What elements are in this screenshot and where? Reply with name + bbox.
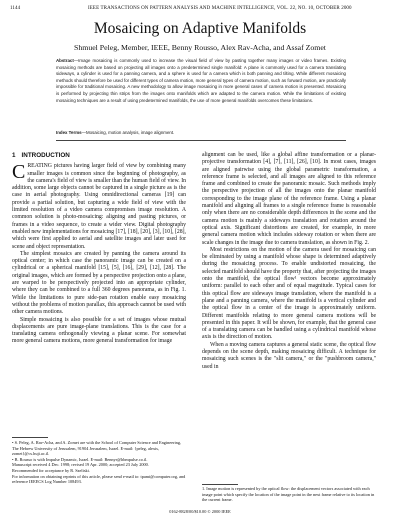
running-header bbox=[10, 6, 388, 15]
copyright-line: 0162-8828/00/$10.00 © 2000 IEEE bbox=[169, 509, 231, 514]
footnote-1: • S. Peleg, A. Rav-Acha, and A. Zomet are with the School of Computer Science and Engineering, The Hebrew University of Jerusalem, 91904 Jerusalem, Israel. E-mail: {peleg, alexis, zomet}@cs.huji.ac.il. bbox=[12, 440, 182, 457]
intro-paragraph-1-text: REATING pictures having larger field of view by combining many smaller images is common since the beginning of photography, as the camera's field of view is smaller than the human field of view. In addition, some large objects cannot be captured in a single picture as is the case in aerial photography. Using omnidirectional cameras [19] can provide a partial solution, but capturing a wide field of view with the limited resolution of a video camera compromises image resolution. A common solution is photo-mosaicing: aligning and pasting pictures, or frames in a video sequence, to create a wider view. Digital photography enabled new implementations for mosaicing [17], [18], [20], [3], [10], [28], which were first applied to aerial and satellite images and later used for scene and object representation. bbox=[12, 163, 186, 250]
right-footnote-divider bbox=[202, 484, 238, 485]
optical-flow-footnote-text: 1. Image motion is represented by the optical flow: the displacement vectors associated with each image point which specify the location of the image point in the next frame relative to its location in the current frame. bbox=[202, 486, 375, 503]
author-footnotes bbox=[12, 440, 186, 485]
optical-flow-footnote bbox=[202, 486, 376, 503]
abstract-text: —Image mosaicing is commonly used to increase the visual field of view by pasting together many images or video frames. Existing mosaicing methods are based on projecting all images onto a predetermined single manifold: A plane is commonly used for a camera translating sideways, a cylinder is used for a panning camera, and a sphere is used for a camera which is both panning and tilting. While different mosaicing methods should therefore be used for different types of camera motion, more general types of camera motion, such as forward motion, are practically impossible for traditional mosaicing. A new methodology to allow image mosaicing in more general cases of camera motion is presented. Mosaicing is performed by projecting thin strips from the images onto manifolds which are adapted to the camera motion. While the limitations of existing mosaicing techniques are a result of using predetermined manifolds, the use of more general manifolds overcomes these limitations. bbox=[56, 58, 346, 103]
right-column bbox=[202, 152, 376, 371]
section-heading bbox=[12, 152, 186, 159]
intro-paragraph-1 bbox=[12, 163, 186, 251]
right-paragraph-3: When a moving camera captures a general static scene, the optical flow depends on the scene depth, making mosaicing difficult. A technique for mosaicing such scenes is the "slit camera," or the "pushbroom camera," used in bbox=[202, 341, 376, 370]
footnote-5: For information on obtaining reprints of this article, please send e-mail to: tpami@computer.org, and reference IEEECS Log Number 108493. bbox=[12, 473, 186, 485]
footnote-3: Manuscript received 4 Dec. 1998; revised 19 Apr. 2000; accepted 23 July 2000. bbox=[12, 462, 149, 468]
index-terms-label: Index Terms bbox=[56, 130, 82, 135]
abstract-label: Abstract bbox=[56, 58, 74, 63]
abstract bbox=[56, 58, 346, 104]
paper-title: Mosaicing on Adaptive Manifolds bbox=[93, 20, 307, 37]
intro-paragraph-3: Simple mosaicing is also possible for a set of images whose mutual displacements are pure image-plane translations. This is the case for a translating camera orthogonally viewing a planar scene. For somewhat more general camera motions, more general transformation for image bbox=[12, 316, 186, 345]
journal-line: IEEE TRANSACTIONS ON PATTERN ANALYSIS AND MACHINE INTELLIGENCE, VOL. 22, NO. 10, OCTOBER 2000 bbox=[88, 6, 352, 11]
right-paragraph-1: alignment can be used, like a global affine transformation or a planar-projective transformation [4], [7], [11], [26], [10]. In most cases, images are aligned pairwise using the global parametric transformation, a reference frame is selected, and all images are aligned to this reference frame and combined to create the panoramic mosaic. Such methods imply the perspective projection of all the images onto the planar manifold corresponding to the image plane of the reference frame. Using a planar manifold and aligning all frames to a single reference frame is reasonable only when there are no considerable depth differences in the scene and the camera motion is mainly a sideways translation and rotation around the optical axis. Significant distortions are created, for example, in more general camera motion which includes sideway rotation or when there are scale changes in the image due to camera translation, as shown in Fig. 2. bbox=[202, 152, 376, 246]
page-number: 1144 bbox=[10, 6, 21, 11]
footnote-divider bbox=[12, 437, 48, 438]
index-terms bbox=[56, 130, 346, 136]
footnote-4: Recommended for acceptance by R. Szeliski. bbox=[12, 467, 90, 473]
section-number: 1 bbox=[12, 152, 16, 159]
index-terms-text: —Mosaicing, motion analysis, image alignment. bbox=[81, 130, 175, 135]
right-paragraph-2: Most restrictions on the motion of the camera used for mosaicing can be eliminated by using a manifold whose shape is determined adaptively during the mosaicing process. To enable undistorted mosaicing, the selected manifold should have the property that, after projecting the images onto the manifold, the optical flow¹ vectors become approximately uniform: parallel to each other and of equal magnitude. Typical cases for this optical flow are sideways image translation, where the manifold is a plane and a panning camera, where the manifold is a vertical cylinder and the optical flow in a center of the image is approximately uniform. Different manifolds relating to more general camera motions will be presented in this paper. It will be shown, for example, that the general case of a translating camera can be handled using a cylindrical manifold whose axis is the direction of motion. bbox=[202, 246, 376, 341]
abstract-divider bbox=[56, 140, 346, 141]
left-column bbox=[12, 152, 186, 346]
footnote-2: • B. Rousso is with Impulse Dynamic, Israel. E-mail: Bennyr@hbmpulse.co.il. bbox=[12, 456, 148, 462]
drop-cap: C bbox=[12, 161, 26, 184]
section-title: INTRODUCTION bbox=[21, 152, 70, 159]
author-list: Shmuel Peleg, Member, IEEE, Benny Rousso, Alex Rav-Acha, and Assaf Zomet bbox=[74, 43, 326, 52]
intro-paragraph-2: The simplest mosaics are created by panning the camera around its optical center; in which case the panoramic image can be created on a cylindrical or a spherical manifold [15], [5], [16], [29], [12], [28]. The original images, which are formed by a perspective projection onto a plane, are warped to be perspectively projected into an appropriate cylinder, where they can be combined to a full 360 degrees panorama, as in Fig. 1. While the limitations to pure side-pan rotation enable easy mosaicing without the problems of motion parallax, this approach cannot be used with other camera motions. bbox=[12, 250, 186, 316]
